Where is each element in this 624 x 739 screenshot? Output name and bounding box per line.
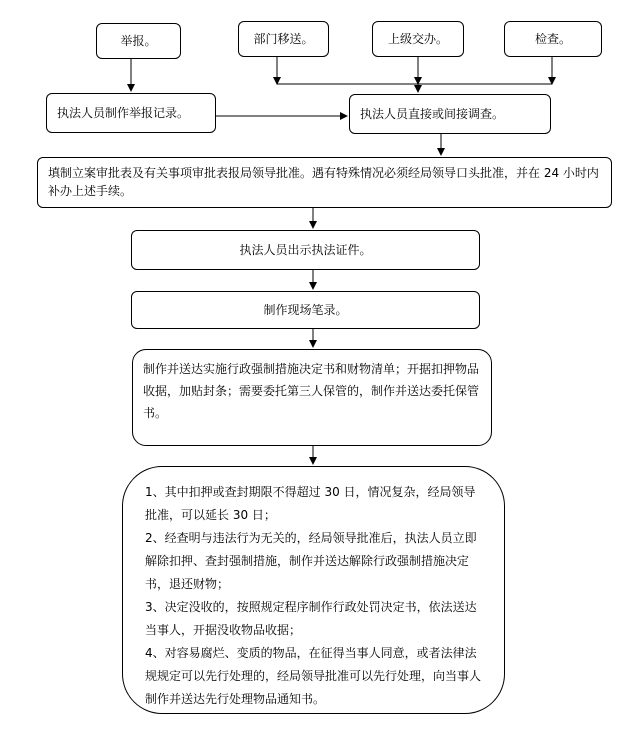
show-id-box bbox=[131, 230, 480, 270]
onsite-record-box bbox=[131, 291, 480, 329]
final-box bbox=[122, 466, 505, 714]
final-item: 1、其中扣押或查封期限不得超过 30 日，情况复杂，经局领导批准，可以延长 30 日； bbox=[145, 485, 476, 522]
superior-box bbox=[372, 21, 464, 57]
inspection-box bbox=[504, 21, 602, 57]
final-item: 3、决定没收的，按照规定程序制作行政处罚决定书，依法送达当事人，开据没收物品收据； bbox=[145, 600, 477, 637]
onsite-record-text: 制作现场笔录。 bbox=[263, 303, 348, 317]
report-text: 举报。 bbox=[120, 34, 157, 48]
report-record-box bbox=[46, 93, 216, 133]
dept-transfer-box bbox=[238, 21, 329, 57]
report-record-text: 执法人员制作举报记录。 bbox=[57, 106, 190, 120]
final-item: 4、对容易腐烂、变质的物品，在征得当事人同意，或者法律法规规定可以先行处理的，经局领导批准可以先行处理，向当事人制作并送达先行处理物品通知书。 bbox=[145, 646, 482, 706]
investigation-box bbox=[349, 94, 551, 134]
approval-text: 填制立案审批表及有关事项审批表报局领导批准。遇有特殊情况必须经局领导口头批准，并在 24 小时内补办上述手续。 bbox=[48, 166, 599, 198]
superior-text: 上级交办。 bbox=[387, 32, 448, 46]
show-id-text: 执法人员出示执法证件。 bbox=[239, 243, 372, 257]
inspection-text: 检查。 bbox=[534, 32, 571, 46]
investigation-text: 执法人员直接或间接调查。 bbox=[360, 107, 505, 121]
report-box bbox=[96, 23, 181, 59]
final-item: 2、经查明与违法行为无关的，经局领导批准后，执法人员立即解除扣押、查封强制措施，制作并送达解除行政强制措施决定书，退还财物； bbox=[145, 531, 477, 591]
dept-transfer-text: 部门移送。 bbox=[253, 32, 314, 46]
measures-text: 制作并送达实施行政强制措施决定书和财物清单；开据扣押物品收据，加贴封条；需要委托第三人保管的，制作并送达委托保管书。 bbox=[143, 362, 480, 420]
approval-box bbox=[37, 157, 612, 208]
measures-box bbox=[132, 349, 492, 446]
